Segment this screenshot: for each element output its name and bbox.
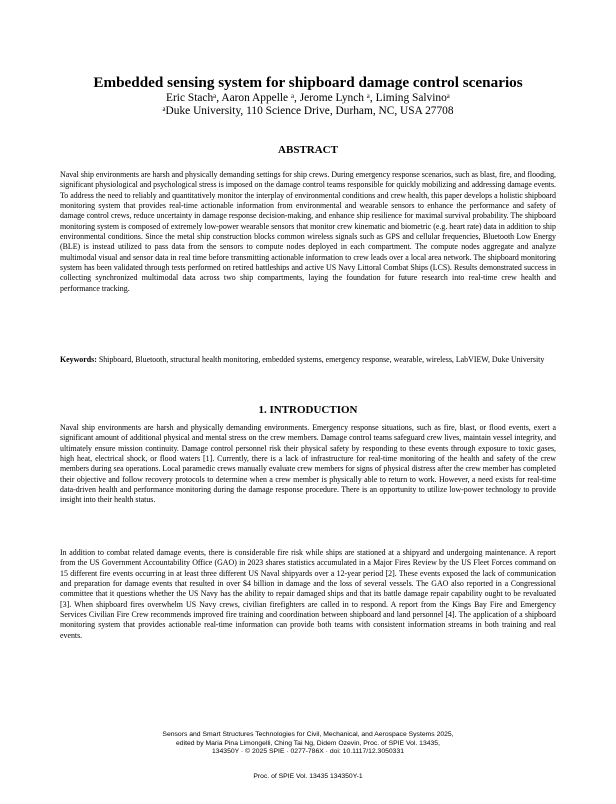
footer-line: Sensors and Smart Structures Technologies for Civil, Mechanical, and Aerospace Systems 2025, bbox=[162, 731, 454, 738]
intro-paragraph: In addition to combat related damage events, there is considerable fire risk while ships are stationed at a shipyard and undergoing maintenance. A report from the US Government Accountability Office (GAO) in 2023 shares statistics accumulated in a Major Fires Review by the US Fleet Forces command on 15 different fire events occurring in at least three different US Naval shipyards over a 12-year period [2]. These events exposed the lack of communication and preparation for damage events that resulted in over $4 billion in damage and the loss of several vessels. The GAO also reported in a Congressional committee that it questions whether the US Navy has the ability to repair damaged ships and that its battle damage repair capability ought to be revaluated [3]. When shipboard fires overwhelm US Navy crews, civilian firefighters are called in to respond. A report from the Kings Bay Fire and Emergency Services Civilian Fire Crew recommends improved fire training and coordination between shipboard and land personnel [4]. The application of a shipboard monitoring system that provides actionable real-time information can provide both teams with consistent information streams in both training and real events. bbox=[60, 548, 556, 640]
keywords-label: Keywords: bbox=[60, 355, 97, 364]
paper-title: Embedded sensing system for shipboard damage control scenarios bbox=[93, 74, 523, 91]
page-number: Proc. of SPIE Vol. 13435 134350Y-1 bbox=[253, 773, 363, 780]
conference-footer bbox=[60, 731, 556, 757]
author-list: Eric Stachᵃ, Aaron Appelle ᵃ, Jerome Lynch ᵃ, Liming Salvinoᵃ bbox=[166, 92, 450, 104]
author-affiliation: ᵃDuke University, 110 Science Drive, Durham, NC, USA 27708 bbox=[162, 105, 454, 117]
intro-paragraph: Naval ship environments are harsh and physically demanding environments. Emergency response situations, such as fire, blast, or flood events, exert a significant amount of additional physical and mental stress on the crew members. Damage control teams safeguard crew lives, maintain vessel integrity, and ultimately ensure mission continuity. Damage control personnel risk their physical safety by responding to these events through exposure to toxic gases, high heat, electrical shock, or flood waters [1]. Currently, there is a lack of infrastructure for real-time monitoring of the health and safety of the crew members during sea operations. Local paramedic crews manually evaluate crew members for signs of physical distress after the crew member has completed their objective and follow recovery protocols to determine when a crew member is physically able to return to work. However, a need exists for real-time data-driven health and performance monitoring during the damage response procedure. There is an opportunity to utilize low-power technology to provide insight into their health status. bbox=[60, 423, 556, 505]
abstract-heading: ABSTRACT bbox=[278, 144, 338, 156]
section-heading-introduction: 1. INTRODUCTION bbox=[258, 404, 358, 416]
keywords bbox=[60, 355, 556, 365]
footer-line: edited by Maria Pina Limongelli, Ching Tai Ng, Didem Ozevin, Proc. of SPIE Vol. 13435, bbox=[176, 739, 440, 747]
footer-line: 134350Y · © 2025 SPIE · 0277-786X · doi: 10.1117/12.3050331 bbox=[211, 748, 405, 755]
abstract-text: Naval ship environments are harsh and physically demanding settings for ship crews. During emergency response scenarios, such as blast, fire, and flooding, significant physiological and psychological stress is imposed on the damage control teams responsible for quickly mobilizing and addressing damage events. To address the need to reliably and quantitatively monitor the interplay of environmental conditions and crew health, this paper develops a holistic shipboard monitoring system that provides real-time actionable information from environmental and wearable sensors to enhance the performance and safety of damage control crews, reduce uncertainty in damage response decision-making, and enhance ship resilience for maximal survival probability. The shipboard monitoring system is composed of extremely low-power wearable sensors that monitor crew kinematic and biometric (e.g. heart rate) data in addition to ship environmental conditions. Since the metal ship construction blocks common wireless signals such as GPS and cellular frequencies, Bluetooth Low Energy (BLE) is instead utilized to pass data from the sensors to compute nodes deployed in each compartment. The compute nodes aggregate and analyze multimodal visual and sensor data in real time before transmitting actionable information to crew leads over a local area network. The shipboard monitoring system has been validated through tests performed on retired battleships and active US Navy Littoral Combat Ships (LCS). Results demonstrated success in collecting synchronized multimodal data across two ship compartments, laying the foundation for future research into real-time crew health and performance tracking. bbox=[60, 170, 556, 293]
keywords-text: Shipboard, Bluetooth, structural health monitoring, embedded systems, emergency response, wearable, wireless, LabVIEW, Duke University bbox=[98, 355, 545, 364]
